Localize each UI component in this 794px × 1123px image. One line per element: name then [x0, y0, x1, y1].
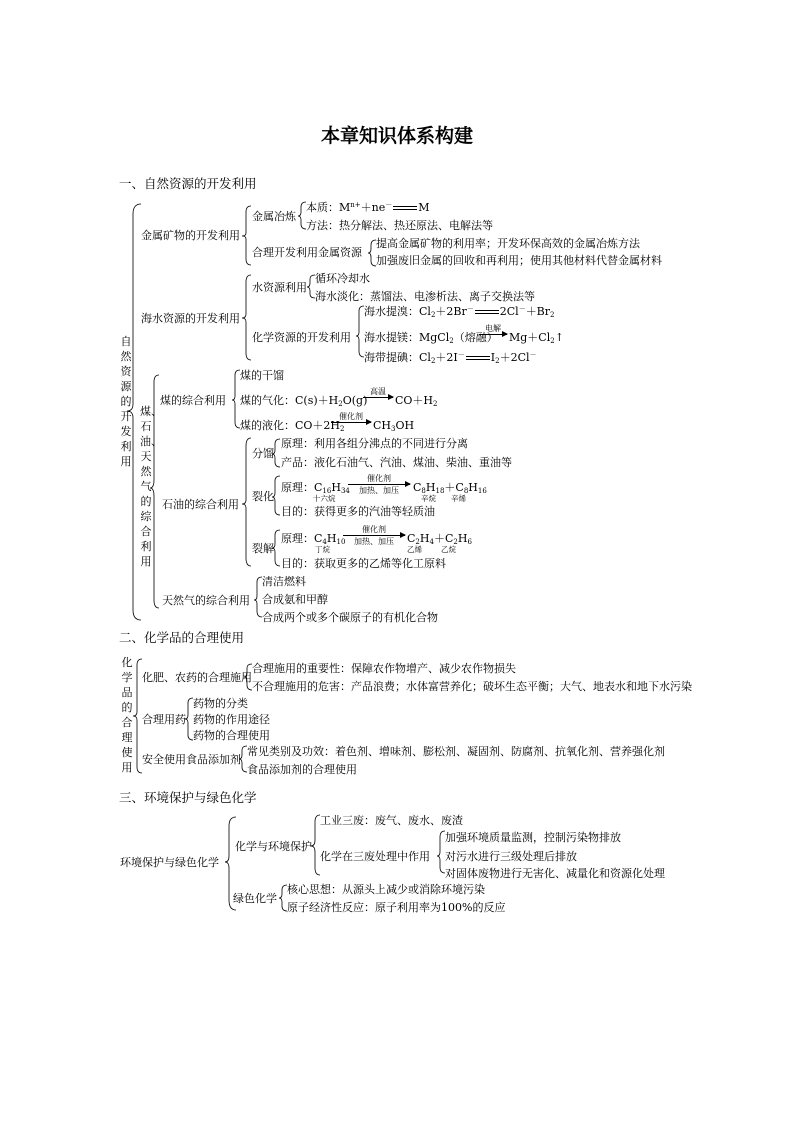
- essence-product: M: [418, 201, 430, 214]
- k1-cond-top: 催化剂: [367, 474, 391, 483]
- oil-label: 石油的综合利用: [162, 498, 239, 511]
- i-mid: ＋2I: [435, 351, 458, 364]
- rational-1: 提高金属矿物的利用率；开发环保高效的金属冶炼方法: [376, 237, 640, 250]
- essence-mid: ＋ne: [360, 201, 386, 214]
- k1-p2n1: 8: [463, 487, 469, 495]
- k1-p1-name: 辛烷: [421, 494, 436, 503]
- fert-1: 合理施用的重要性：保障农作物增产、减少农作物损失: [252, 662, 516, 675]
- mg-pre: 海水提镁：MgCl: [364, 331, 450, 344]
- c2-prod: CO＋H: [395, 394, 434, 407]
- env-2-2: 对污水进行三级处理后排放: [445, 850, 577, 863]
- k1-p1n2: 18: [435, 487, 445, 495]
- p1-n2: 10: [336, 538, 346, 546]
- section1-heading: 一、自然资源的开发利用: [119, 176, 257, 191]
- coal-1: 煤的干馏: [240, 369, 284, 382]
- drug-label: 合理用药: [142, 713, 186, 726]
- env-2-3: 对固体废物进行无害化、减量化和资源化处理: [445, 867, 665, 880]
- p1-bn1: 2: [453, 538, 458, 546]
- p1-bn2: 6: [467, 538, 472, 546]
- k1-p1: C: [413, 481, 422, 494]
- mg-product: Mg＋Cl2↑: [509, 331, 564, 345]
- green-label: 绿色化学: [233, 892, 277, 905]
- water-1: 循环冷却水: [315, 272, 370, 285]
- crack-label: 裂化: [252, 490, 274, 503]
- c3-pre: 煤的液化：CO＋2H: [240, 419, 341, 432]
- fossil-root: [140, 404, 162, 569]
- rational-label: 合理开发利用金属资源: [252, 246, 362, 259]
- p1-n1: 4: [322, 538, 327, 546]
- i-pre: 海带提碘：Cl: [364, 351, 431, 364]
- s3-root: 环境保护与绿色化学: [120, 856, 219, 869]
- br-end: ＋Br: [525, 305, 551, 318]
- k1-n1: 16: [322, 487, 332, 495]
- c3-cond: 催化剂: [339, 412, 363, 421]
- s1-root-text: 自然资源的开发利用: [120, 335, 132, 468]
- gas-1: 清洁燃料: [262, 575, 306, 588]
- chem-label: 化学资源的开发利用: [252, 331, 351, 344]
- sea-label: 海水资源的开发利用: [141, 312, 240, 325]
- c2-pre: 煤的气化：C(s)＋H: [240, 394, 339, 407]
- p1-ah: H: [419, 532, 430, 545]
- rational-2: 加强废旧金属的回收和再利用；使用其他材料代替金属材料: [376, 254, 662, 267]
- coal3-arrow: [331, 412, 371, 424]
- green-2: 原子经济性反应：原子利用率为100%的反应: [287, 901, 506, 914]
- essence-minus: －: [385, 201, 393, 209]
- mg-prod: Mg＋Cl: [509, 331, 551, 344]
- k1-cond-bot: 加热、加压: [359, 486, 399, 495]
- fert-label: 化肥、农药的合理施用: [142, 671, 252, 684]
- smelt-label: 金属冶炼: [252, 210, 296, 223]
- k1-p2-name: 辛烯: [451, 494, 466, 503]
- bromine-eq: 海水提溴：Cl2＋2Br－ 2Cl－＋Br2: [364, 305, 555, 319]
- c3-end: OH: [395, 419, 415, 432]
- s2-root-text: 化学品的合理使用: [121, 656, 133, 774]
- gas-2: 合成氨和甲醇: [262, 593, 328, 606]
- p1-a: C: [407, 532, 416, 545]
- coal-3: 煤的液化：CO＋2H2: [240, 419, 345, 433]
- p1-cond-bot: 加热、加压: [354, 537, 394, 546]
- pyro-purpose: 目的：获取更多的乙烯等化工原料: [281, 557, 446, 570]
- crack-arrow: [348, 474, 410, 495]
- p1-pre: 原理：C: [281, 532, 323, 545]
- pyro-arrow: [343, 525, 405, 546]
- drug-2: 药物的作用途径: [193, 713, 270, 726]
- green-1: 核心思想：从源头上减少或消除环境污染: [287, 883, 485, 896]
- water-label: 水资源利用: [252, 281, 307, 294]
- pyro-eq: [281, 532, 345, 547]
- up-arrow-icon: ↑: [554, 331, 564, 344]
- k1-p2h: H: [468, 481, 478, 494]
- mg-cond: 电解: [485, 324, 501, 333]
- fossil-root-text: 煤、石油、天然气的综合利用: [140, 405, 162, 568]
- k1-p1h: H: [425, 481, 436, 494]
- env-2-1: 加强环境质量监测，控制污染物排放: [445, 831, 621, 844]
- mg-arrow: [479, 324, 507, 336]
- env-1: 工业三废：废气、废水、废渣: [320, 814, 463, 827]
- equals-sign: [393, 206, 417, 210]
- p1-h: H: [326, 532, 337, 545]
- food-1: 常见类别及功效：着色剂、增味剂、膨松剂、凝固剂、防腐剂、抗氧化剂、营养强化剂: [247, 745, 665, 758]
- drug-1: 药物的分类: [193, 697, 248, 710]
- food-2: 食品添加剂的合理使用: [247, 763, 357, 776]
- mg-melt: （熔融）: [453, 331, 498, 344]
- food-label: 安全使用食品添加剂: [142, 753, 241, 766]
- p1-cond-top: 催化剂: [362, 525, 386, 534]
- p1-an1: 2: [415, 538, 420, 546]
- env-2: 化学在三废处理中作用: [320, 850, 430, 863]
- smelt-essence: [306, 201, 430, 216]
- s1-root-label: [120, 334, 132, 469]
- c2-cond: 高温: [370, 387, 386, 396]
- s2-root: [121, 655, 133, 775]
- metal-label: 金属矿物的开发利用: [141, 229, 240, 242]
- br-prod: 2Cl: [499, 305, 519, 318]
- i-end: ＋2Cl: [499, 351, 530, 364]
- gas-label: 天然气的综合利用: [162, 594, 250, 607]
- equals-sign: [475, 310, 499, 314]
- c2-mid: O(g): [342, 394, 368, 407]
- crack-purpose: 目的：获得更多的汽油等轻质油: [281, 505, 435, 518]
- water-2: 海水淡化：蒸馏法、电渗析法、离子交换法等: [315, 290, 535, 303]
- i-prod: I: [490, 351, 496, 364]
- iodine-eq: 海带提碘：Cl2＋2I－ I2＋2Cl－: [364, 351, 537, 365]
- p1-an2: 4: [429, 538, 434, 546]
- k1-p2n2: 16: [477, 487, 487, 495]
- env-label: 化学与环境保护: [235, 840, 312, 853]
- br-mid: ＋2Br: [435, 305, 467, 318]
- k1-p2: ＋C: [444, 481, 464, 494]
- coal3-product: CH3OH: [373, 419, 415, 433]
- drug-3: 药物的合理使用: [193, 729, 270, 742]
- page-title: 本章知识体系构建: [320, 125, 473, 147]
- frac-label: 分馏: [252, 447, 274, 460]
- coal-label: 煤的综合利用: [160, 394, 226, 407]
- k1-p1n1: 8: [421, 487, 426, 495]
- section2-heading: 二、化学品的合理使用: [119, 630, 245, 645]
- magnesium-eq: 海水提镁：MgCl2（熔融）: [364, 331, 498, 345]
- p1-b-name: 乙烷: [441, 545, 456, 554]
- p1-a-name: 乙烯: [407, 545, 422, 554]
- frac-2: 产品：液化石油气、汽油、煤油、柴油、重油等: [281, 456, 512, 469]
- c3-prod: CH: [373, 419, 392, 432]
- frac-1: 原理：利用各组分沸点的不同进行分离: [281, 437, 468, 450]
- k1-pre: 原理：C: [281, 481, 323, 494]
- gas-3: 合成两个或多个碳原子的有机化合物: [262, 611, 438, 624]
- fert-2: 不合理施用的危害：产品浪费；水体富营养化；破坏生态平衡；大气、地表水和地下水污染: [252, 680, 692, 693]
- p1-name: 丁烷: [315, 545, 330, 554]
- p1-bh: H: [457, 532, 468, 545]
- k1-n2: 34: [340, 487, 350, 495]
- coal2-arrow: [363, 387, 393, 399]
- equals-sign: [466, 356, 490, 360]
- coal2-product: CO＋H2: [395, 394, 438, 408]
- pyro-label: 裂解: [252, 542, 274, 555]
- smelt-method: 方法：热分解法、热还原法、电解法等: [306, 219, 493, 232]
- p1-b: ＋C: [433, 532, 454, 545]
- section3-heading: 三、环境保护与绿色化学: [119, 790, 257, 805]
- k1-h: H: [331, 481, 341, 494]
- essence-prefix: 本质：M: [306, 201, 351, 214]
- k1-name: 十六烷: [313, 494, 336, 503]
- essence-charge: n+: [350, 201, 361, 209]
- br-pre: 海水提溴：Cl: [364, 305, 431, 318]
- coal-2: 煤的气化：C(s)＋H2O(g): [240, 394, 368, 408]
